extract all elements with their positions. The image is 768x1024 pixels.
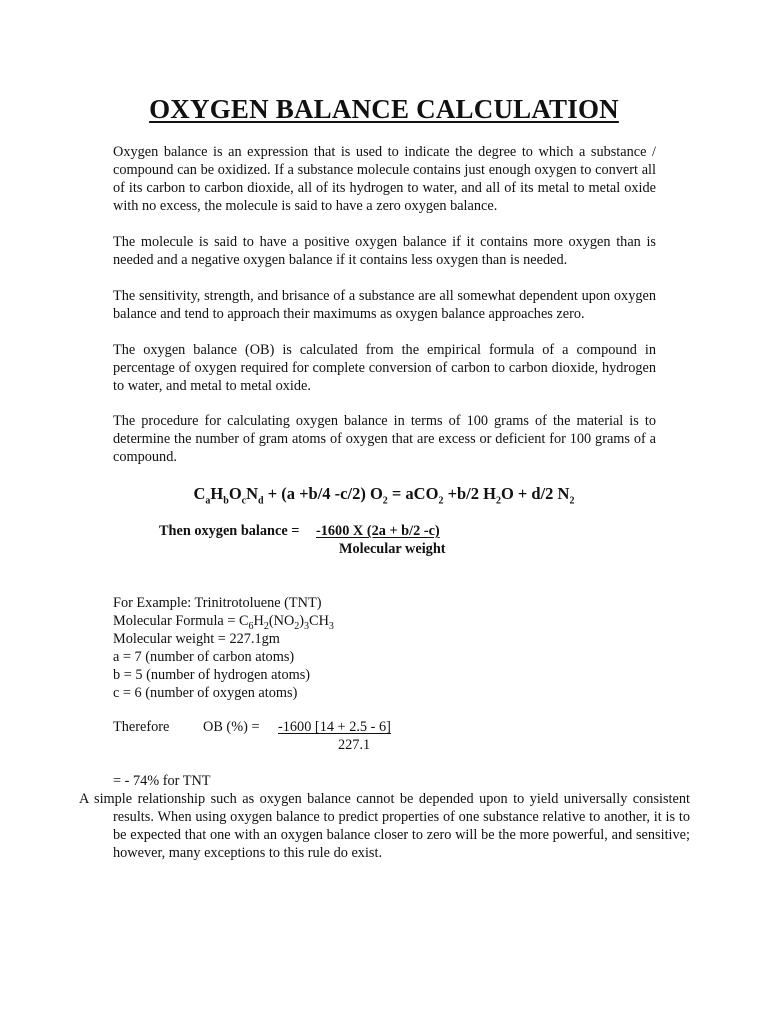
formula-label: Then oxygen balance = (159, 523, 300, 539)
page-title: OXYGEN BALANCE CALCULATION (149, 94, 619, 124)
formula-denominator: Molecular weight (339, 541, 446, 557)
example-a: a = 7 (number of carbon atoms) (113, 649, 295, 665)
reaction-equation: $C_aH_bO_cN_d + (a +b/4$ -c/2) $O_2 = aCO_2 +b/2$ $H_2O + d/2$ $N_2$ (193, 484, 575, 507)
ob-numerator: -1600 [14 + 2.5 - 6] (278, 719, 391, 735)
formula-numerator: -1600 X (2a + b/2 -c) (316, 523, 440, 539)
example-c: c = 6 (number of oxygen atoms) (113, 685, 298, 701)
therefore-label: Therefore (113, 719, 170, 735)
ob-denominator: 227.1 (338, 737, 371, 753)
example-intro: For Example: Trinitrotoluene (TNT) (113, 595, 322, 611)
paragraph-procedure: The procedure for calculating oxygen balance in terms of 100 grams of the material is to determine the number of gram atoms of oxygen that are excess or deficient for 100 grams of a compound. (113, 413, 656, 465)
paragraph-definition: Oxygen balance is an expression that is used to indicate the degree to which a substance / compound can be oxidized. If a substance molecule contains just enough oxygen to convert all of its carbon to carbon dioxide, all of its hydrogen to water, and all of its metal to metal oxide with no excess, the molecule is said to have a zero oxygen balance. (113, 144, 656, 214)
paragraph-closing: A simple relationship such as oxygen balance cannot be depended upon to yield universally consistent results. When using oxygen balance to predict properties of one substance relative to another, it is to be expected that one with an oxygen balance closer to zero will be the more powerful, and sensitive; however, many exceptions to this rule do exist. (79, 791, 690, 861)
example-b: b = 5 (number of hydrogen atoms) (113, 667, 311, 683)
example-molecular-formula: Molecular Formula = $C_6H_2(NO_2)_3CH_3$ (113, 613, 334, 632)
example-molecular-weight: Molecular weight = 227.1gm (113, 631, 280, 647)
ob-label: OB (%) = (203, 719, 260, 735)
paragraph-sensitivity: The sensitivity, strength, and brisance of a substance are all somewhat dependent upon oxygen balance and tend to approach their maximums as oxygen balance approaches zero. (113, 288, 656, 322)
paragraph-ob-definition: The oxygen balance (OB) is calculated from the empirical formula of a compound in percentage of oxygen required for complete conversion of carbon to carbon dioxide, hydrogen to water, and metal to metal oxide. (113, 342, 656, 394)
paragraph-positive-negative: The molecule is said to have a positive oxygen balance if it contains more oxygen than is needed and a negative oxygen balance if it contains less oxygen than is needed. (113, 234, 656, 268)
ob-result: = - 74% for TNT (113, 773, 211, 789)
